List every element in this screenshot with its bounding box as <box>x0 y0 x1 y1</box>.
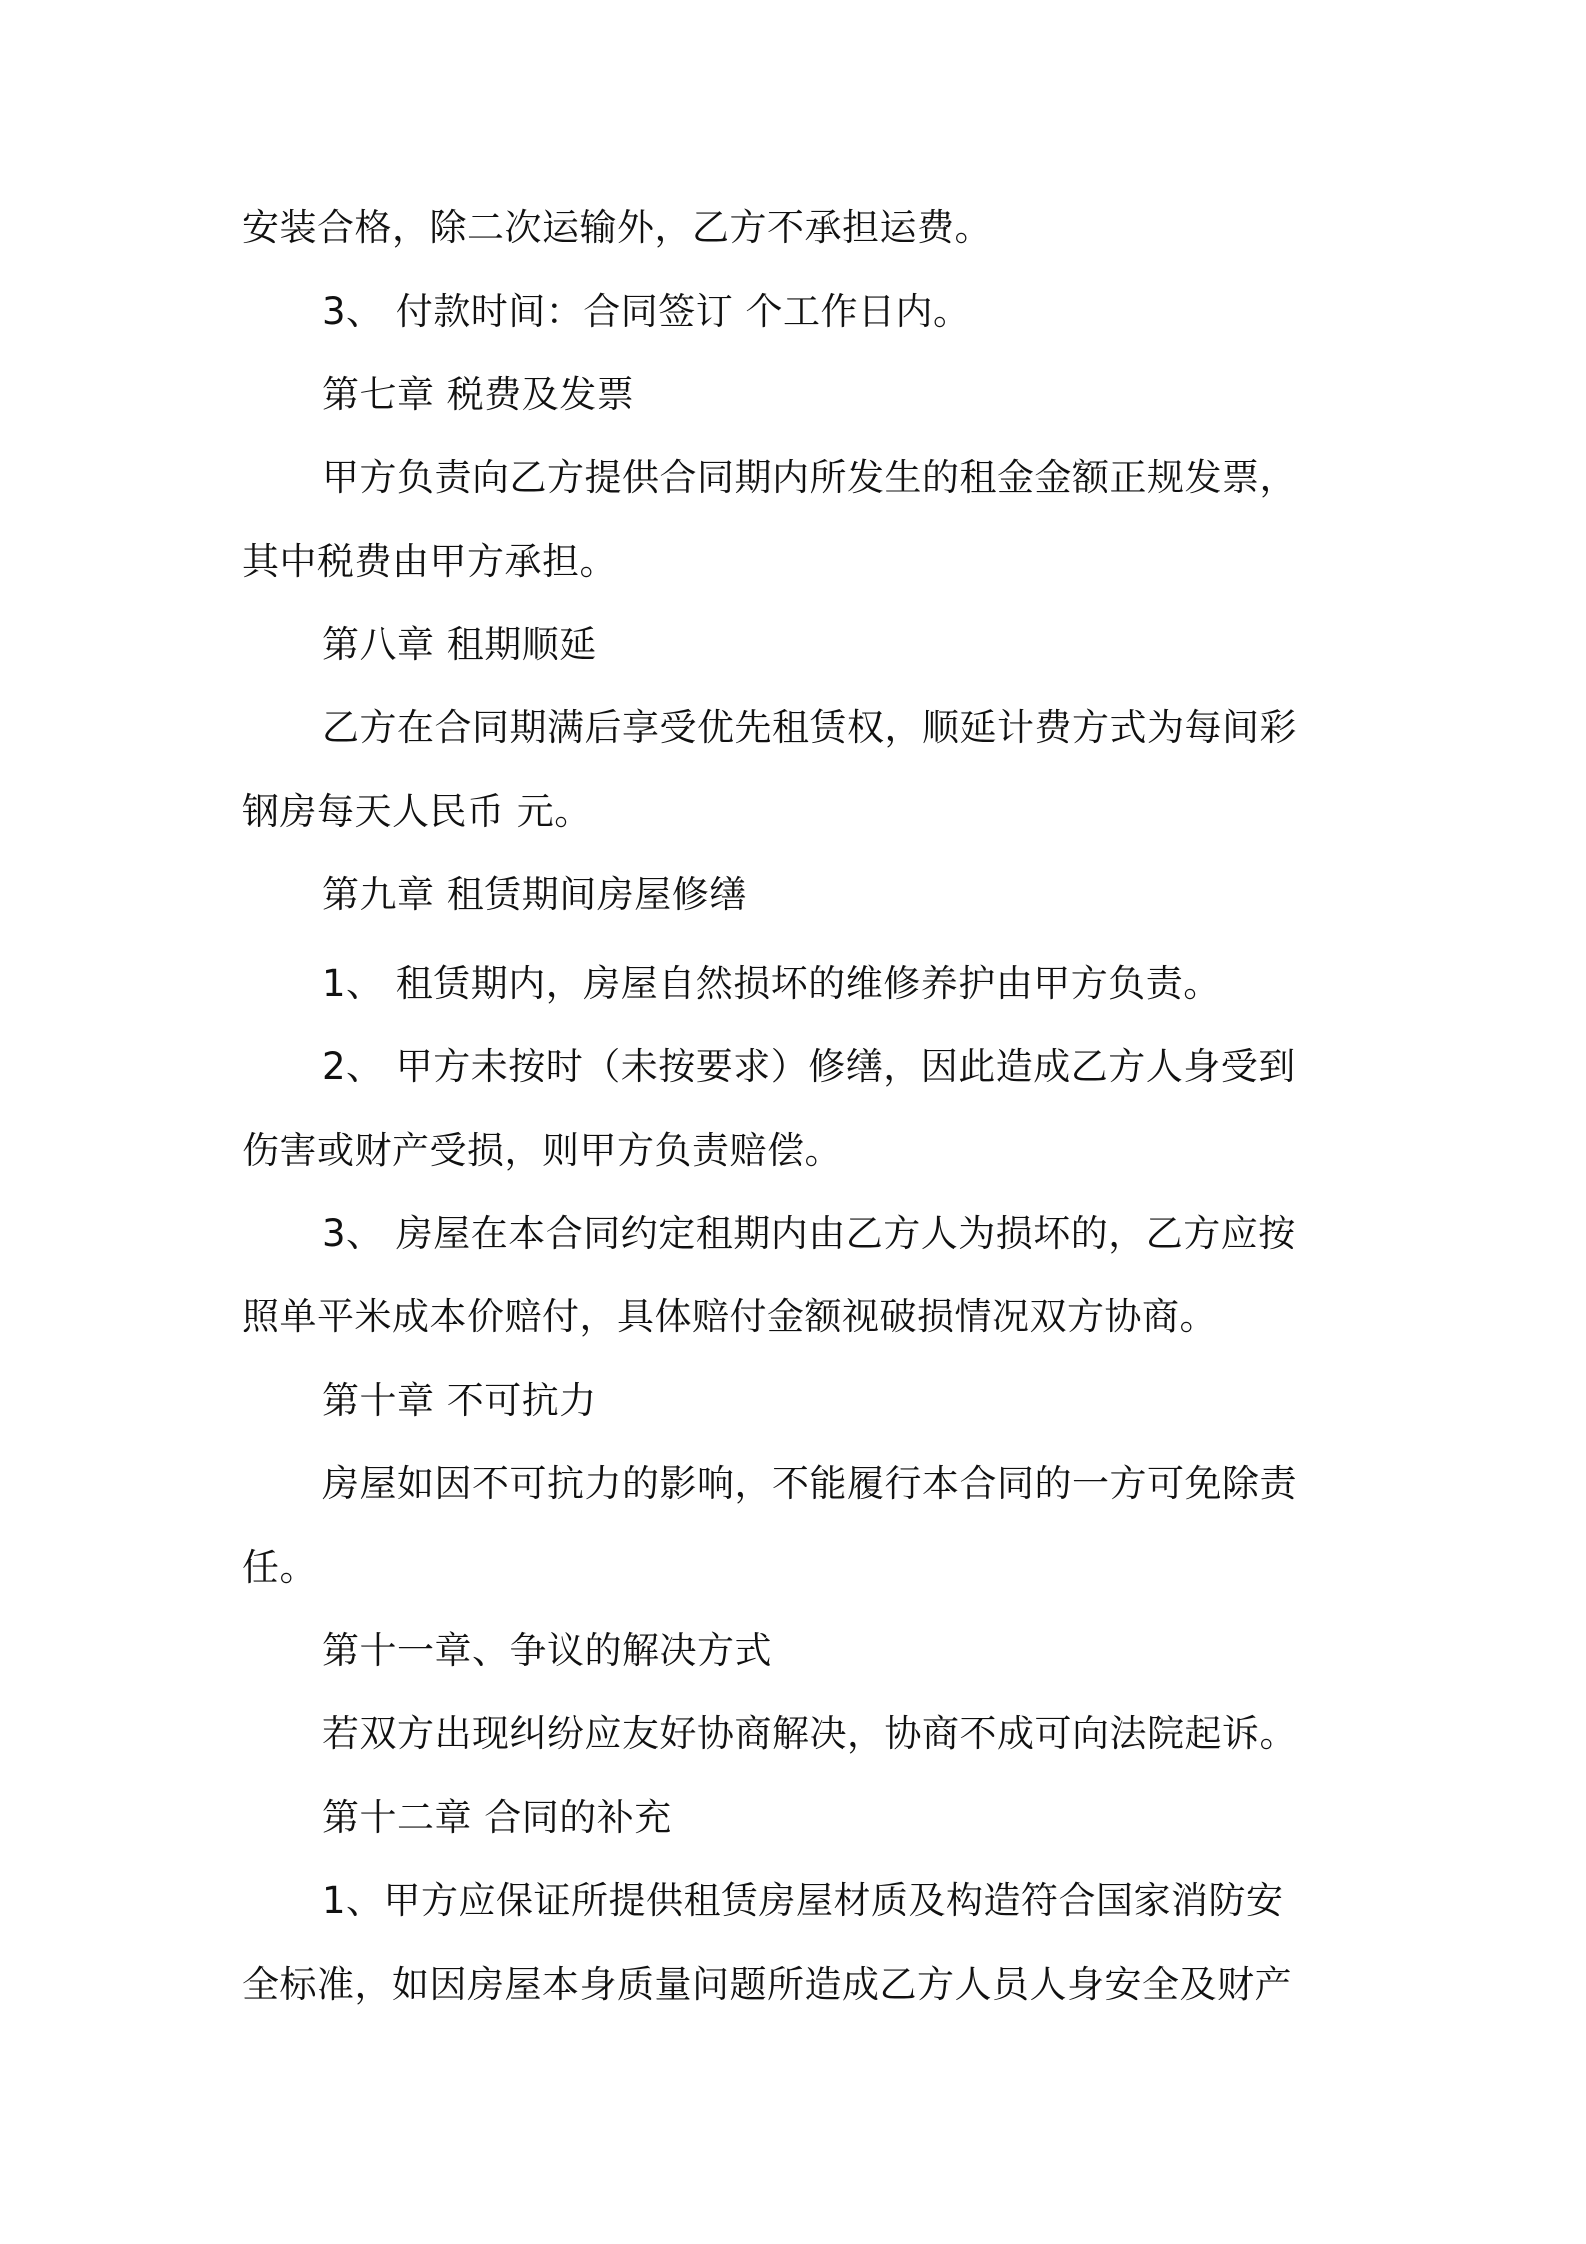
text-line: 全标准，如因房屋本身质量问题所造成乙方人员人身安全及财产 <box>242 1963 1292 2006</box>
section-heading: 第七章 税费及发票 <box>322 373 635 416</box>
text-line: 钢房每天人民币 元。 <box>242 790 592 833</box>
text-line: 若双方出现纠纷应友好协商解决，协商不成可向法院起诉。 <box>322 1712 1297 1755</box>
text-line: 甲方负责向乙方提供合同期内所发生的租金金额正规发票， <box>322 456 1297 499</box>
text-line: 乙方在合同期满后享受优先租赁权，顺延计费方式为每间彩 <box>322 706 1297 749</box>
text-line: 1、甲方应保证所提供租赁房屋材质及构造符合国家消防安 <box>322 1879 1284 1922</box>
text-line: 房屋如因不可抗力的影响，不能履行本合同的一方可免除责 <box>322 1462 1297 1505</box>
text-line: 伤害或财产受损，则甲方负责赔偿。 <box>242 1129 842 1172</box>
section-heading: 第十一章、争议的解决方式 <box>322 1629 772 1672</box>
text-line: 安装合格，除二次运输外，乙方不承担运费。 <box>242 206 992 249</box>
text-line: 照单平米成本价赔付，具体赔付金额视破损情况双方协商。 <box>242 1295 1217 1338</box>
section-heading: 第九章 租赁期间房屋修缮 <box>322 873 747 916</box>
text-line: 任。 <box>242 1546 317 1589</box>
text-line: 1、 租赁期内，房屋自然损坏的维修养护由甲方负责。 <box>322 962 1221 1005</box>
section-heading: 第八章 租期顺延 <box>322 623 597 666</box>
text-line: 3、 付款时间：合同签订 个工作日内。 <box>322 290 971 333</box>
text-line: 其中税费由甲方承担。 <box>242 540 617 583</box>
section-heading: 第十章 不可抗力 <box>322 1379 597 1422</box>
text-line: 2、 甲方未按时（未按要求）修缮，因此造成乙方人身受到 <box>322 1045 1296 1088</box>
text-line: 3、 房屋在本合同约定租期内由乙方人为损坏的，乙方应按 <box>322 1212 1296 1255</box>
section-heading: 第十二章 合同的补充 <box>322 1796 672 1839</box>
